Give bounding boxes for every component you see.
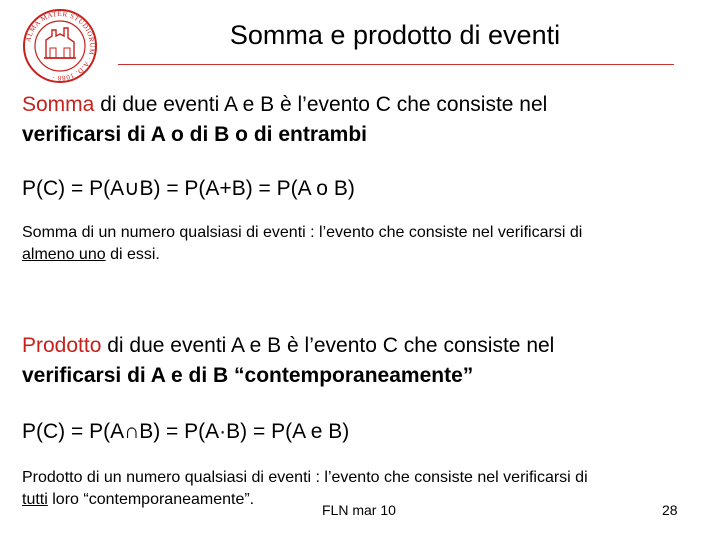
- sum-definition-rest: di due eventi A e B è l’evento C che consiste nel: [94, 93, 548, 116]
- product-note-line1: Prodotto di un numero qualsiasi di eventi : l’evento che consiste nel verificarsi di: [22, 469, 588, 486]
- product-formula-part1: P(C) = P(A: [22, 420, 125, 443]
- footer-author-date: FLN mar 10: [322, 502, 396, 518]
- product-definition-rest: di due eventi A e B è l’evento C che consiste nel: [101, 334, 555, 357]
- product-definition-line2: verificarsi di A e di B “contemporaneamente”: [22, 364, 474, 387]
- sum-note: [22, 222, 582, 266]
- sum-formula-part2: B) = P(A+B) = P(A o B): [139, 177, 355, 200]
- sum-definition: [22, 90, 547, 150]
- product-definition: [22, 331, 554, 391]
- svg-text:ALMA MATER STUDIORUM · A.D. 10: ALMA MATER STUDIORUM · A.D. 1088 ·: [24, 9, 97, 83]
- sum-note-underlined: almeno uno: [22, 246, 106, 263]
- sum-note-rest: di essi.: [105, 246, 160, 263]
- product-note-rest: loro “contemporaneamente”.: [47, 491, 255, 508]
- slide-title: Somma e prodotto di eventi: [229, 20, 561, 50]
- product-note-line2: [22, 489, 588, 511]
- sum-note-line2: [22, 244, 582, 266]
- product-note-underlined: tutti: [22, 491, 48, 508]
- sum-definition-line1: [22, 90, 547, 120]
- title-divider: [118, 64, 674, 65]
- product-formula: [22, 420, 349, 444]
- sum-formula: [22, 176, 355, 201]
- sum-note-line1: Somma di un numero qualsiasi di eventi : l’evento che consiste nel verificarsi di: [22, 224, 583, 241]
- intersection-symbol: ∩: [124, 420, 140, 443]
- union-symbol: ∪: [124, 177, 140, 200]
- page-number: 28: [662, 502, 678, 518]
- product-definition-line1: [22, 331, 554, 361]
- product-keyword: Prodotto: [22, 334, 102, 357]
- university-seal-logo: [22, 8, 98, 84]
- sum-keyword: Somma: [22, 93, 95, 116]
- seal-icon: [22, 8, 98, 84]
- product-formula-part2: B) = P(A·B) = P(A e B): [139, 420, 350, 443]
- product-note: [22, 467, 588, 511]
- sum-definition-line2: verificarsi di A o di B o di entrambi: [22, 123, 368, 146]
- sum-formula-part1: P(C) = P(A: [22, 177, 125, 200]
